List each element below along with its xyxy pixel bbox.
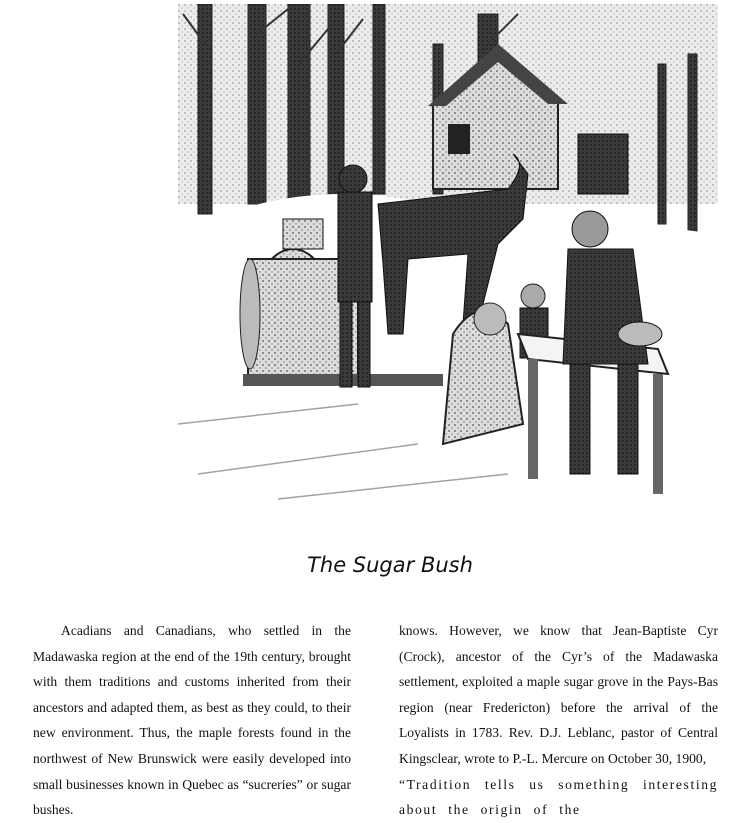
paragraph: Acadians and Canadians, who settled in the Madawaska region at the end of the 19th century, brought with them traditions and customs inherited from their ancestors and adapted them, as best as they could, to their new environment. Thus, the maple forests found in the northwest of New Brunswick were easily developed into small businesses known in Quebec as “sucreries” or sugar bushes. bbox=[33, 623, 351, 818]
article-column-right bbox=[399, 618, 718, 823]
paragraph: knows. However, we know that Jean-Baptiste Cyr (Crock), ancestor of the Cyr’s of the Madawaska settlement, exploited a maple sugar grove in the Pays-Bas region (near Fredericton) before the arrival of the Loyalists in 1783. Rev. D.J. Leblanc, pastor of Central Kingsclear, wrote to P.-L. Mercure on October 30, 1900, bbox=[399, 623, 718, 766]
figure-caption: The Sugar Bush bbox=[307, 553, 473, 577]
article-column-left bbox=[33, 618, 351, 823]
sugar-bush-illustration bbox=[178, 4, 718, 508]
paragraph-continuation: “Tradition tells us something interesting about the origin of the bbox=[399, 776, 718, 818]
